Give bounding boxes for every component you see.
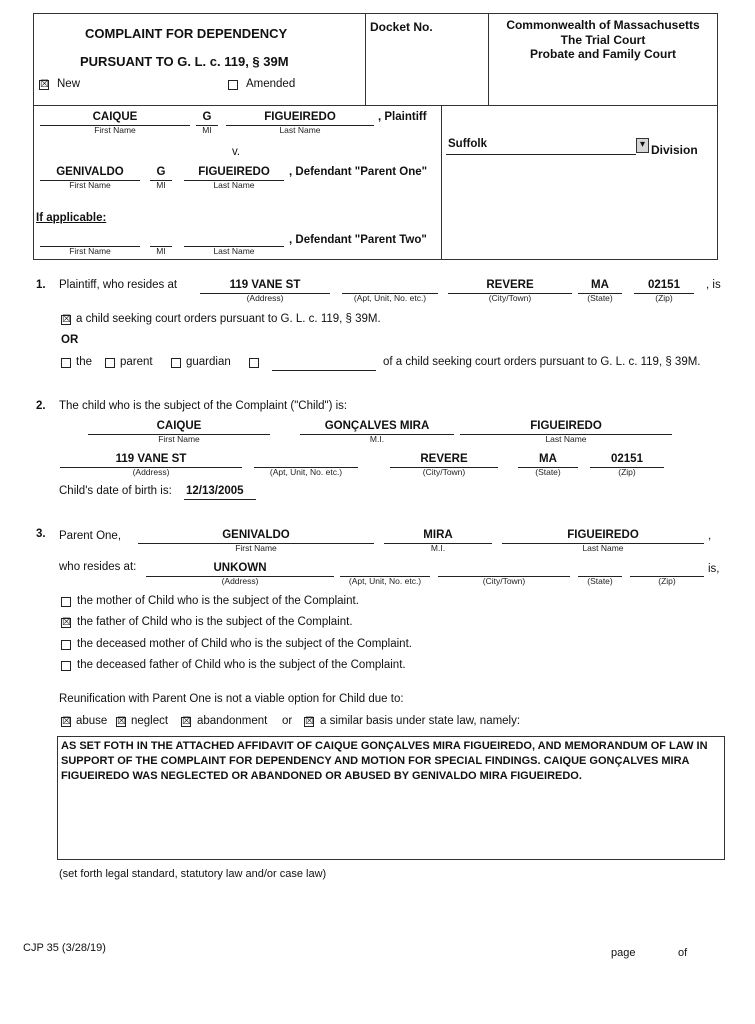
s3-mi[interactable]: MIRA [423, 529, 453, 541]
s1-guardian-checkbox[interactable] [171, 358, 181, 368]
s2-dob-line [184, 499, 256, 500]
parent-one-mi-caption: MI [156, 180, 166, 190]
page-label: page [611, 947, 636, 959]
s3-or-label: or [282, 715, 293, 727]
new-checkbox[interactable]: ☒ [40, 79, 49, 90]
s3-abuse-checkbox[interactable]: ☒ [62, 716, 71, 727]
s1-zip-value[interactable]: 02151 [648, 279, 680, 291]
s2-mi-caption: M.I. [369, 434, 385, 444]
section3-intro: Parent One, [59, 530, 122, 542]
s2-apt-caption: (Apt, Unit, No. etc.) [269, 467, 343, 477]
s3-apt-caption: (Apt, Unit, No. etc.) [348, 576, 422, 586]
of-label: of [678, 947, 688, 959]
s3-mi-caption: M.I. [430, 543, 446, 553]
s1-guardian-label: guardian [186, 356, 231, 368]
s1-of-child-label: of a child seeking court orders pursuant to G. L. c. 119, § 39M. [383, 356, 701, 368]
s3-similar-checkbox[interactable]: ☒ [305, 716, 314, 727]
s3-reunification-label: Reunification with Parent One is not a viable option for Child due to: [59, 693, 404, 705]
s1-the-label: the [76, 356, 92, 368]
versus-label: v. [232, 146, 241, 158]
plaintiff-first-caption: First Name [94, 125, 136, 135]
s3-city-caption: (City/Town) [482, 576, 526, 586]
amended-checkbox[interactable] [228, 80, 238, 90]
s3-neglect-label: neglect [131, 715, 169, 727]
s2-zip-caption: (Zip) [618, 467, 636, 477]
s2-state-value[interactable]: MA [539, 453, 557, 465]
parent-one-first-caption: First Name [69, 180, 111, 190]
s1-state-value[interactable]: MA [591, 279, 609, 291]
plaintiff-mi[interactable]: G [202, 111, 212, 123]
s3-legal-note: (set forth legal standard, statutory law and/or case law) [59, 868, 327, 880]
s3-abuse-label: abuse [76, 715, 108, 727]
section1-intro: Plaintiff, who resides at [59, 279, 178, 291]
parent-two-role: , Defendant "Parent Two" [289, 234, 427, 246]
s2-state-caption: (State) [535, 467, 561, 477]
section2-intro: The child who is the subject of the Complaint ("Child") is: [59, 400, 348, 412]
s2-city-caption: (City/Town) [422, 467, 466, 477]
county-value: Suffolk [448, 138, 487, 150]
s3-option-deceased-father-checkbox[interactable] [61, 661, 71, 671]
s1-is-label: , is [706, 279, 721, 291]
s1-parent-checkbox[interactable] [105, 358, 115, 368]
s1-other-checkbox[interactable] [249, 358, 259, 368]
court-line3: Probate and Family Court [529, 47, 677, 61]
if-applicable-label: If applicable: [36, 212, 107, 224]
header-divider-horizontal [33, 105, 718, 106]
s1-or-label: OR [61, 334, 79, 346]
s3-abandonment-checkbox[interactable]: ☒ [182, 716, 191, 727]
parent-two-last-caption: Last Name [213, 246, 255, 256]
s3-option-father-label: the father of Child who is the subject of the Complaint. [77, 616, 353, 628]
s3-last-name[interactable]: FIGUEIREDO [567, 529, 639, 541]
s3-option-mother-checkbox[interactable] [61, 597, 71, 607]
s1-city-value[interactable]: REVERE [486, 279, 534, 291]
amended-label: Amended [246, 78, 296, 90]
division-label: Division [651, 143, 698, 157]
s3-first-name[interactable]: GENIVALDO [222, 529, 290, 541]
s3-reason-textarea[interactable] [57, 736, 725, 860]
s3-comma: , [708, 530, 712, 542]
s3-option-mother-label: the mother of Child who is the subject of the Complaint. [77, 595, 359, 607]
s1-address-value[interactable]: 119 VANE ST [229, 279, 301, 291]
s1-apt-caption: (Apt, Unit, No. etc.) [353, 293, 427, 303]
s2-dob-label: Child's date of birth is: [59, 485, 172, 497]
division-dropdown[interactable] [636, 138, 649, 153]
s1-child-option: a child seeking court orders pursuant to G. L. c. 119, § 39M. [76, 313, 381, 325]
parent-two-first-caption: First Name [69, 246, 111, 256]
s1-parent-label: parent [120, 356, 153, 368]
s3-state-caption: (State) [587, 576, 613, 586]
s3-last-caption: Last Name [582, 543, 624, 553]
parent-one-last-name[interactable]: FIGUEIREDO [198, 166, 270, 178]
s3-similar-label: a similar basis under state law, namely: [320, 715, 521, 727]
court-line2: The Trial Court [560, 33, 646, 47]
court-line1: Commonwealth of Massachusetts [506, 18, 700, 32]
s2-first-name[interactable]: CAIQUE [156, 420, 202, 432]
s3-option-deceased-mother-label: the deceased mother of Child who is the subject of the Complaint. [77, 638, 412, 650]
s3-option-father-checkbox[interactable]: ☒ [62, 617, 71, 628]
s3-resides-label: who resides at: [59, 561, 137, 573]
s1-address-caption: (Address) [246, 293, 284, 303]
s3-option-deceased-father-label: the deceased father of Child who is the subject of the Complaint. [77, 659, 406, 671]
s1-city-caption: (City/Town) [488, 293, 532, 303]
header-divider-vertical-1 [365, 13, 366, 106]
s1-state-caption: (State) [587, 293, 613, 303]
s2-last-name[interactable]: FIGUEIREDO [530, 420, 602, 432]
plaintiff-role: , Plaintiff [378, 111, 427, 123]
parent-two-mi-caption: MI [156, 246, 166, 256]
plaintiff-mi-caption: MI [202, 125, 212, 135]
s1-the-checkbox[interactable] [61, 358, 71, 368]
s2-zip-value[interactable]: 02151 [611, 453, 643, 465]
s2-dob-value[interactable]: 12/13/2005 [186, 485, 244, 497]
plaintiff-last-caption: Last Name [279, 125, 321, 135]
header-divider-vertical-3 [441, 105, 442, 260]
s2-first-caption: First Name [158, 434, 200, 444]
s2-city-value[interactable]: REVERE [420, 453, 468, 465]
section1-number: 1. [36, 279, 46, 291]
plaintiff-last-name[interactable]: FIGUEIREDO [264, 111, 336, 123]
s3-first-caption: First Name [235, 543, 277, 553]
s1-child-checkbox[interactable]: ☒ [62, 314, 71, 325]
s3-is-label: is, [708, 563, 720, 575]
s3-reason-text: AS SET FOTH IN THE ATTACHED AFFIDAVIT OF CAIQUE GONÇALVES MIRA FIGUEIREDO, AND MEMORANDUM OF LAW IN SUPPORT OF THE COMPLAINT FOR DEPENDENCY AND MOTION FOR SPECIAL FINDINGS. CAIQUE GONÇALVES MIRA FIGUEIREDO WAS NEGLECTED OR ABANDONED OR ABUSED BY GENIVALDO MIRA FIGUEIREDO. [61, 740, 708, 782]
s2-address-value[interactable]: 119 VANE ST [115, 453, 187, 465]
parent-one-mi[interactable]: G [156, 166, 166, 178]
form-title-line2: PURSUANT TO G. L. c. 119, § 39M [80, 54, 289, 69]
docket-label: Docket No. [370, 20, 433, 34]
new-label: New [57, 78, 81, 90]
s1-zip-caption: (Zip) [655, 293, 673, 303]
s3-abandonment-label: abandonment [197, 715, 268, 727]
s3-zip-caption: (Zip) [658, 576, 676, 586]
form-id: CJP 35 (3/28/19) [23, 942, 106, 954]
parent-one-role: , Defendant "Parent One" [289, 166, 428, 178]
s1-other-line[interactable] [272, 370, 376, 371]
s2-address-caption: (Address) [132, 467, 170, 477]
s3-neglect-checkbox[interactable]: ☒ [117, 716, 126, 727]
section3-number: 3. [36, 528, 46, 540]
form-title-line1: COMPLAINT FOR DEPENDENCY [85, 26, 288, 41]
county-line [446, 154, 636, 155]
parent-one-first-name[interactable]: GENIVALDO [56, 166, 124, 178]
plaintiff-first-name[interactable]: CAIQUE [92, 111, 138, 123]
s2-last-caption: Last Name [545, 434, 587, 444]
section2-number: 2. [36, 400, 46, 412]
s3-option-deceased-mother-checkbox[interactable] [61, 640, 71, 650]
s3-address-value[interactable]: UNKOWN [213, 562, 267, 574]
chevron-down-icon: ▾ [639, 139, 646, 150]
parent-one-last-caption: Last Name [213, 180, 255, 190]
s3-address-caption: (Address) [221, 576, 259, 586]
s2-mi[interactable]: GONÇALVES MIRA [324, 420, 430, 432]
